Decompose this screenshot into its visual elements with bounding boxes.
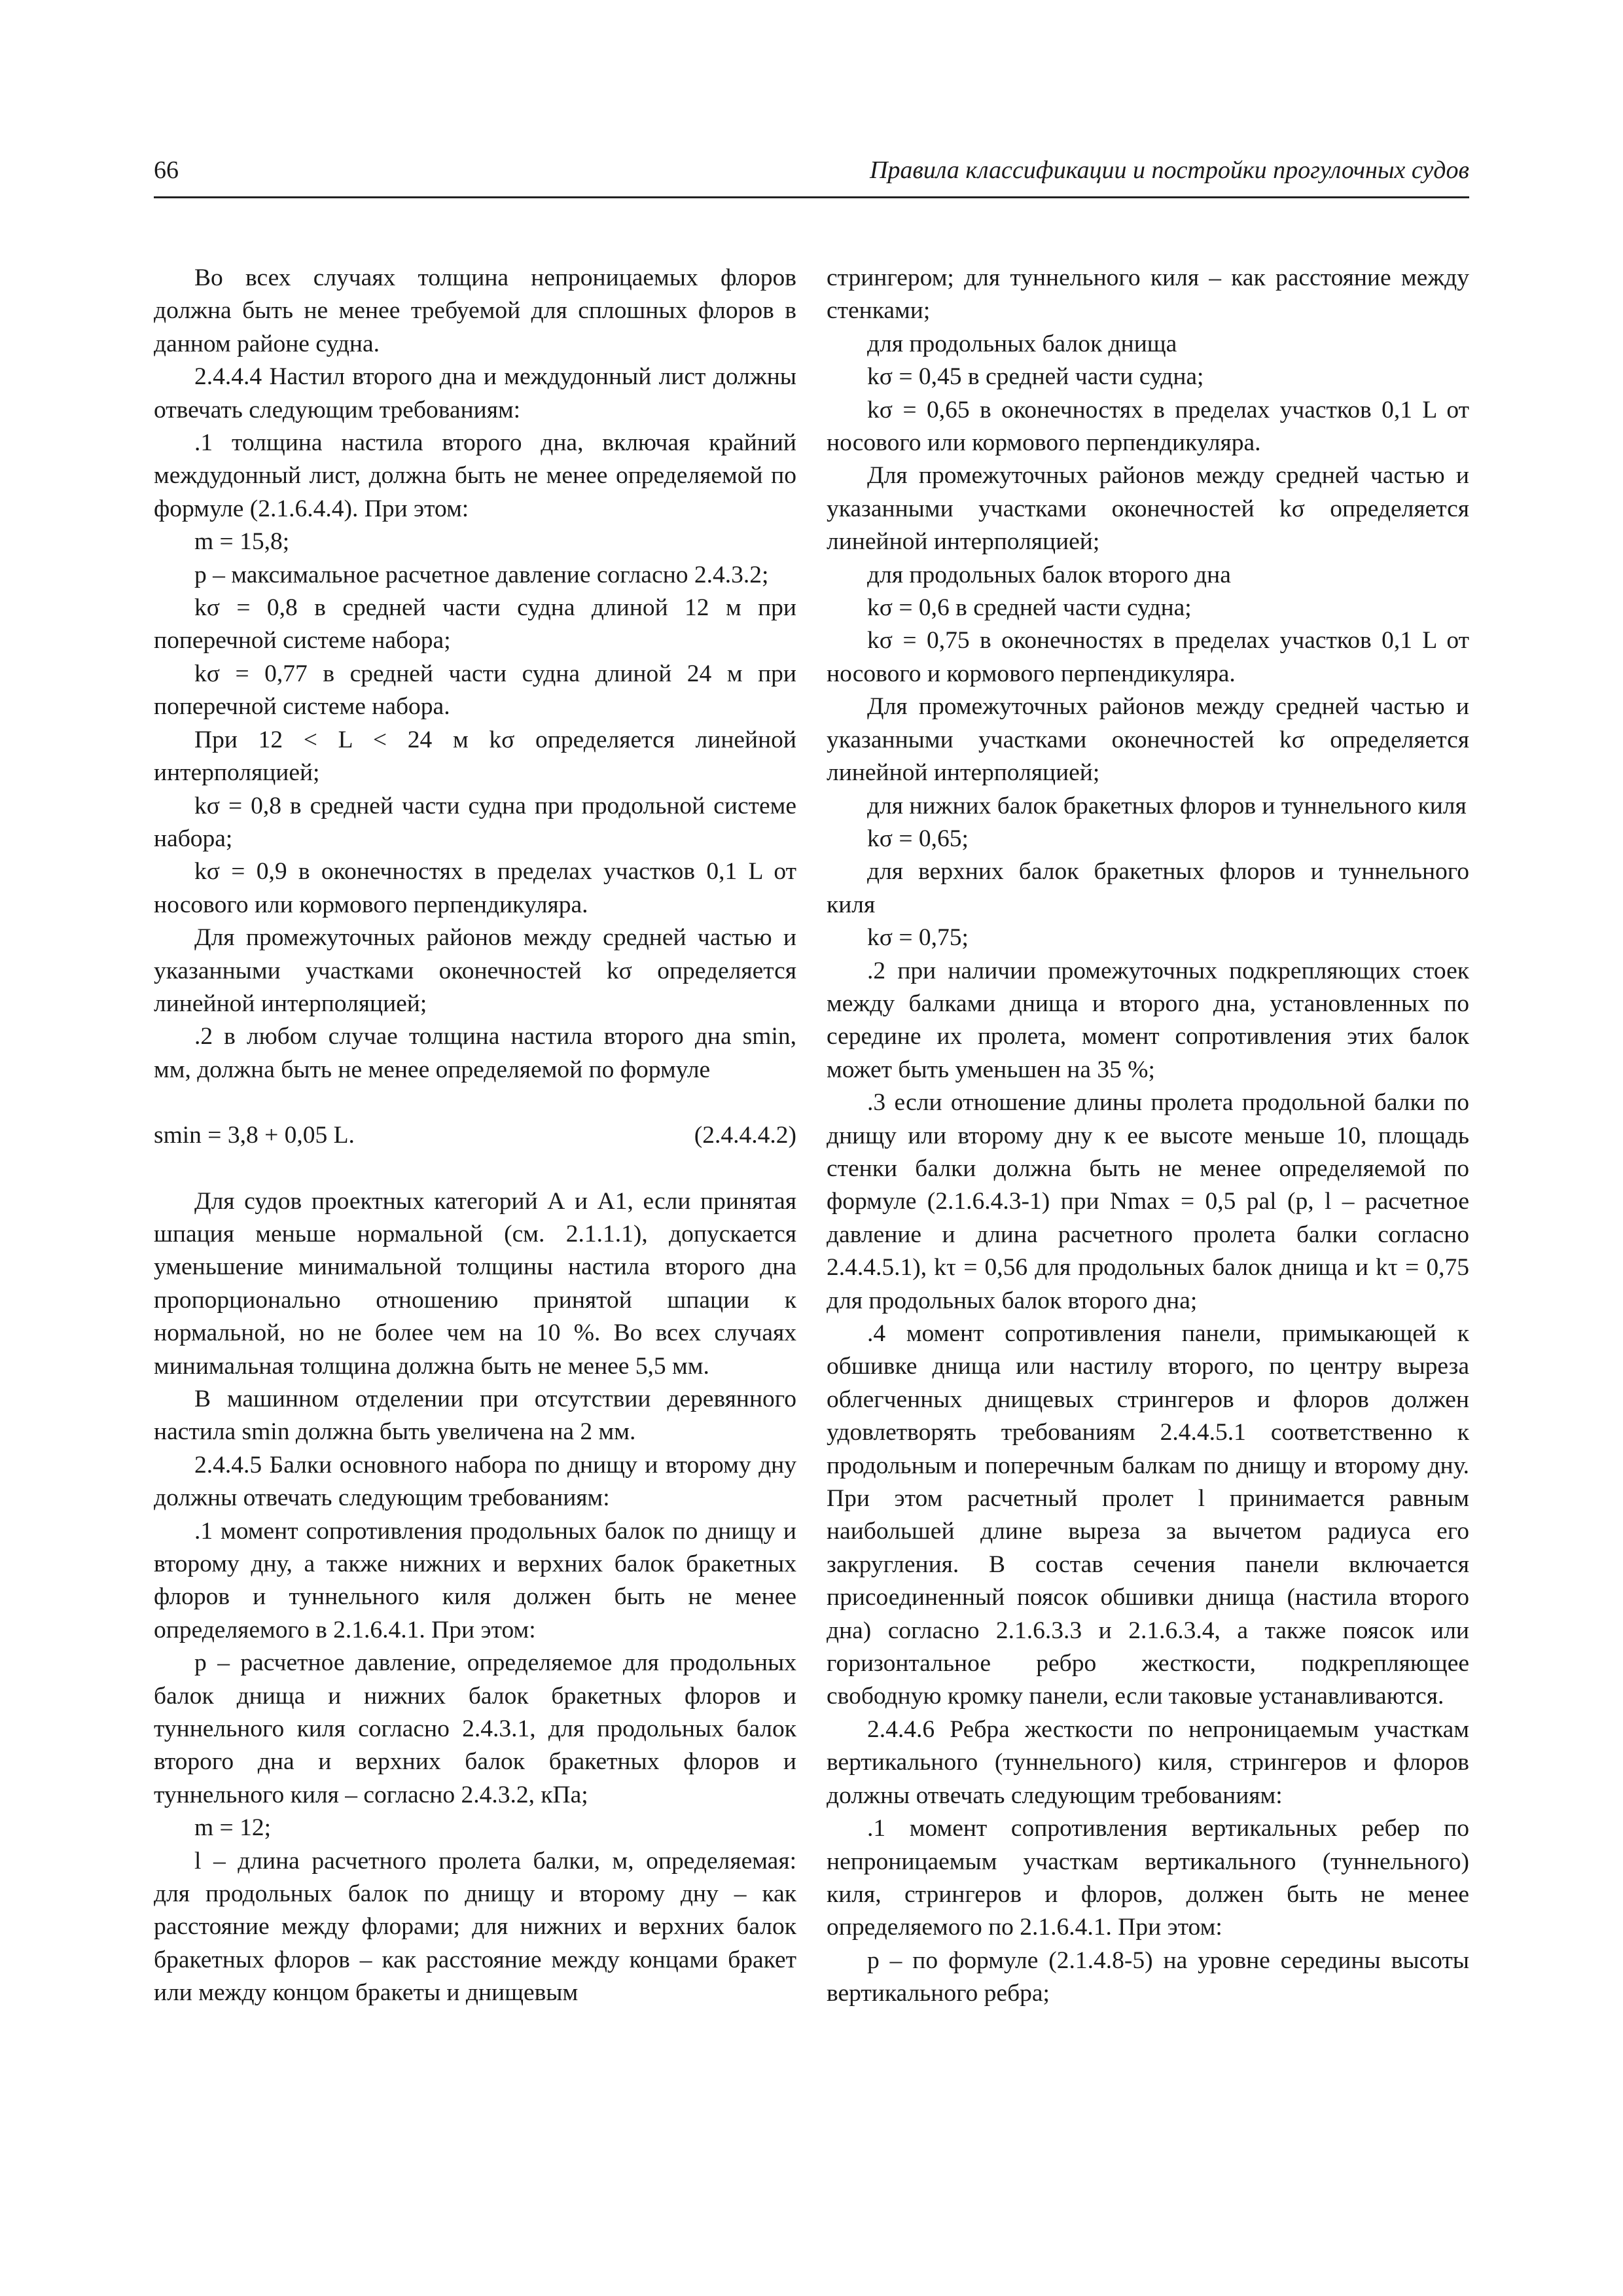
paragraph: При 12 < L < 24 м kσ определяется линейной интерполяцией;: [154, 726, 796, 787]
paragraph: kσ = 0,6 в средней части судна;: [867, 594, 1192, 622]
paragraph: kσ = 0,45 в средней части судна;: [867, 363, 1204, 391]
paragraph: для продольных балок днища: [867, 330, 1177, 357]
header-rule: [154, 196, 1469, 198]
paragraph: для нижних балок бракетных флоров и туннельного киля: [867, 792, 1467, 819]
formula-expression: smin = 3,8 + 0,05 L.: [154, 1122, 355, 1149]
paragraph: kσ = 0,65;: [867, 825, 969, 852]
paragraph: для продольных балок второго дна: [867, 561, 1231, 588]
paragraph: kσ = 0,8 в средней части судна при продольной системе набора;: [154, 792, 796, 852]
paragraph: Для промежуточных районов между средней частью и указанными участками оконечностей kσ определяется линейной интерполяцией;: [827, 462, 1469, 556]
section-2-4-4-4: 2.4.4.4 Настил второго дна и междудонный лист должны отвечать следующим требованиям:: [154, 363, 796, 423]
paragraph: kσ = 0,75;: [867, 924, 969, 952]
paragraph: m = 15,8;: [194, 528, 290, 556]
paragraph: kσ = 0,8 в средней части судна длиной 12 м при поперечной системе набора;: [154, 594, 796, 655]
paragraph: Для промежуточных районов между средней частью и указанными участками оконечностей kσ определяется линейной интерполяцией;: [827, 693, 1469, 787]
paragraph: Для промежуточных районов между средней частью и указанными участками оконечностей kσ определяется линейной интерполяцией;: [154, 924, 796, 1017]
paragraph: p – максимальное расчетное давление согласно 2.4.3.2;: [194, 561, 769, 588]
section-2-4-4-5: 2.4.4.5 Балки основного набора по днищу и второму дну должны отвечать следующим требованиям:: [154, 1451, 796, 1512]
left-column: [154, 262, 796, 2010]
paragraph: p – расчетное давление, определяемое для продольных балок днища и нижних балок бракетных флоров и туннельного киля согласно 2.4.3.1, для продольных балок второго дна и верхних балок бракетных флоров и туннельного киля – согласно 2.4.3.2, кПа;: [154, 1649, 796, 1808]
paragraph: Во всех случаях толщина непроницаемых флоров должна быть не менее требуемой для сплошных флоров в данном районе судна.: [154, 264, 796, 357]
paragraph: .1 момент сопротивления вертикальных ребер по непроницаемым участкам вертикального (туннельного) киля, стрингеров и флоров, должен быть не менее определяемого по 2.1.6.4.1. При этом:: [827, 1815, 1469, 1941]
formula-number: (2.4.4.4.2): [694, 1122, 796, 1149]
paragraph: kσ = 0,65 в оконечностях в пределах участков 0,1 L от носового или кормового перпендикуляра.: [827, 396, 1469, 457]
paragraph: m = 12;: [194, 1814, 271, 1842]
paragraph: В машинном отделении при отсутствии деревянного настила smin должна быть увеличена на 2 мм.: [154, 1385, 796, 1446]
paragraph: l – длина расчетного пролета балки, м, определяемая: для продольных балок по днищу и второму дну – как расстояние между флорами; для нижних и верхних балок бракетных флоров – как расстояние между концами бракет или между концом бракеты и днищевым: [154, 1847, 796, 2007]
formula: [154, 1119, 796, 1152]
paragraph: kσ = 0,75 в оконечностях в пределах участков 0,1 L от носового и кормового перпендикуляра.: [827, 627, 1469, 687]
paragraph: .1 толщина настила второго дна, включая крайний междудонный лист, должна быть не менее определяемой по формуле (2.1.6.4.4). При этом:: [154, 429, 796, 522]
paragraph: для верхних балок бракетных флоров и туннельного киля: [827, 858, 1469, 918]
paragraph: .2 в любом случае толщина настила второго дна smin, мм, должна быть не менее определяемой по формуле: [154, 1023, 796, 1083]
paragraph: Для судов проектных категорий А и А1, если принятая шпация меньше нормальной (см. 2.1.1.1), допускается уменьшение минимальной толщины настила второго дна пропорционально отношению принятой шпации к нормальной, но не более чем на 10 %. Во всех случаях минимальная толщина должна быть не менее 5,5 мм.: [154, 1187, 796, 1380]
page-header: [154, 156, 1469, 195]
paragraph: p – по формуле (2.1.4.8-5) на уровне середины высоты вертикального ребра;: [827, 1946, 1469, 2007]
running-title: Правила классификации и постройки прогулочных судов: [869, 156, 1469, 184]
paragraph: .3 если отношение длины пролета продольной балки по днищу или второму дну к ее высоте меньше 10, площадь стенки балки должна быть не менее определяемой по формуле (2.1.6.4.3-1) при Nmax = 0,5 pal (p, l – расчетное давление и длина расчетного пролета балки согласно 2.4.4.5.1), kτ = 0,56 для продольных балок днища и kτ = 0,75 для продольных балок второго дна;: [827, 1089, 1469, 1314]
paragraph: kσ = 0,9 в оконечностях в пределах участков 0,1 L от носового или кормового перпендикуляра.: [154, 858, 796, 918]
paragraph: .2 при наличии промежуточных подкрепляющих стоек между балками днища и второго дна, установленных по середине их пролета, момент сопротивления этих балок может быть уменьшен на 35 %;: [827, 957, 1469, 1083]
section-2-4-4-6: 2.4.4.6 Ребра жесткости по непроницаемым участкам вертикального (туннельного) киля, стрингеров и флоров должны отвечать следующим требованиям:: [827, 1715, 1469, 1809]
paragraph-continued: стрингером; для туннельного киля – как расстояние между стенками;: [827, 264, 1469, 325]
page-number: 66: [154, 156, 179, 184]
paragraph: .4 момент сопротивления панели, примыкающей к обшивке днища или настилу второго, по центру выреза облегченных днищевых стрингеров и флоров должен удовлетворять требованиям 2.4.4.5.1 соответственно к продольным и поперечным балкам по днищу и второму дну. При этом расчетный пролет l принимается равным наибольшей длине выреза за вычетом радиуса его закругления. В состав сечения панели включается присоединенный поясок обшивки днища (настила второго дна) согласно 2.1.6.3.3 и 2.1.6.3.4, а также поясок или горизонтальное ребро жесткости, подкрепляющее свободную кромку панели, если таковые устанавливаются.: [827, 1320, 1469, 1710]
right-column: [827, 262, 1469, 2011]
paragraph: .1 момент сопротивления продольных балок по днищу и второму дну, а также нижних и верхних балок бракетных флоров и туннельного киля должен быть не менее определяемого в 2.1.6.4.1. При этом:: [154, 1517, 796, 1643]
paragraph: kσ = 0,77 в средней части судна длиной 24 м при поперечной системе набора.: [154, 660, 796, 721]
